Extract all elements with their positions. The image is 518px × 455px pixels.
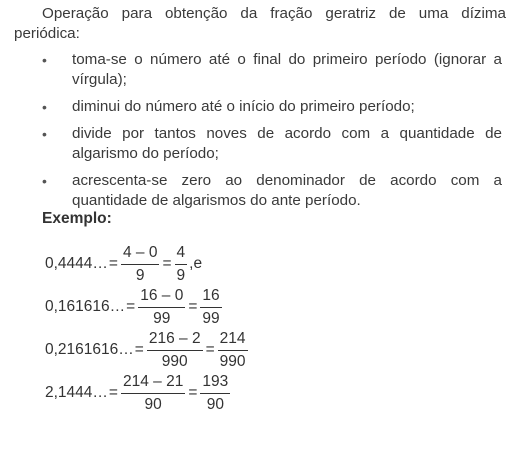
equals-sign: = (205, 341, 215, 358)
numerator: 16 (200, 287, 221, 308)
example-equation (45, 285, 224, 329)
example-label: Exemplo: (42, 210, 112, 227)
rule-text: toma-se o número até o final do primeiro período (ignorar a vírgula); (72, 51, 502, 88)
intro-paragraph: Operação para obtenção da fração geratriz de uma dízima periódica: (14, 5, 506, 42)
numerator: 214 – 21 (121, 373, 185, 394)
equation-suffix: ,e (189, 255, 203, 272)
example-equation (45, 328, 250, 372)
equation-lhs: 0,2161616… (45, 341, 134, 358)
numerator: 214 (218, 330, 248, 351)
denominator: 990 (161, 352, 188, 370)
equation-lhs: 0,161616… (45, 298, 126, 315)
denominator: 990 (219, 352, 246, 370)
fraction (121, 373, 185, 414)
equals-sign: = (108, 384, 118, 401)
numerator: 4 – 0 (121, 244, 159, 265)
equals-sign: = (108, 255, 118, 272)
list-item (0, 124, 518, 164)
equals-sign: = (188, 298, 198, 315)
bullet-icon: • (42, 126, 47, 142)
list-item (0, 97, 518, 117)
equals-sign: = (162, 255, 172, 272)
rules-list (0, 50, 518, 218)
equals-sign: = (126, 298, 136, 315)
equation-lhs: 0,4444… (45, 255, 108, 272)
denominator: 90 (206, 395, 224, 413)
example-equation (45, 242, 202, 286)
fraction (138, 287, 185, 328)
denominator: 99 (202, 309, 220, 327)
bullet-icon: • (42, 173, 47, 189)
fraction (218, 330, 248, 371)
rule-text: acrescenta-se zero ao denominador de acordo com a quantidade de algarismos do ante período. (72, 172, 502, 209)
denominator: 9 (135, 266, 145, 284)
fraction (175, 244, 188, 285)
fraction (147, 330, 203, 371)
equals-sign: = (188, 384, 198, 401)
rule-text: diminui do número até o início do primeiro período; (72, 98, 415, 115)
rule-text: divide por tantos noves de acordo com a quantidade de algarismo do período; (72, 125, 502, 162)
numerator: 4 (175, 244, 188, 265)
example-equation (45, 371, 232, 415)
bullet-icon: • (42, 52, 47, 68)
fraction (200, 373, 230, 414)
denominator: 99 (153, 309, 171, 327)
numerator: 16 – 0 (138, 287, 185, 308)
denominator: 90 (144, 395, 162, 413)
numerator: 193 (200, 373, 230, 394)
denominator: 9 (176, 266, 186, 284)
equation-lhs: 2,1444… (45, 384, 108, 401)
list-item (0, 171, 518, 211)
fraction (200, 287, 221, 328)
equals-sign: = (134, 341, 144, 358)
list-item (0, 50, 518, 90)
bullet-icon: • (42, 99, 47, 115)
fraction (121, 244, 159, 285)
numerator: 216 – 2 (147, 330, 203, 351)
